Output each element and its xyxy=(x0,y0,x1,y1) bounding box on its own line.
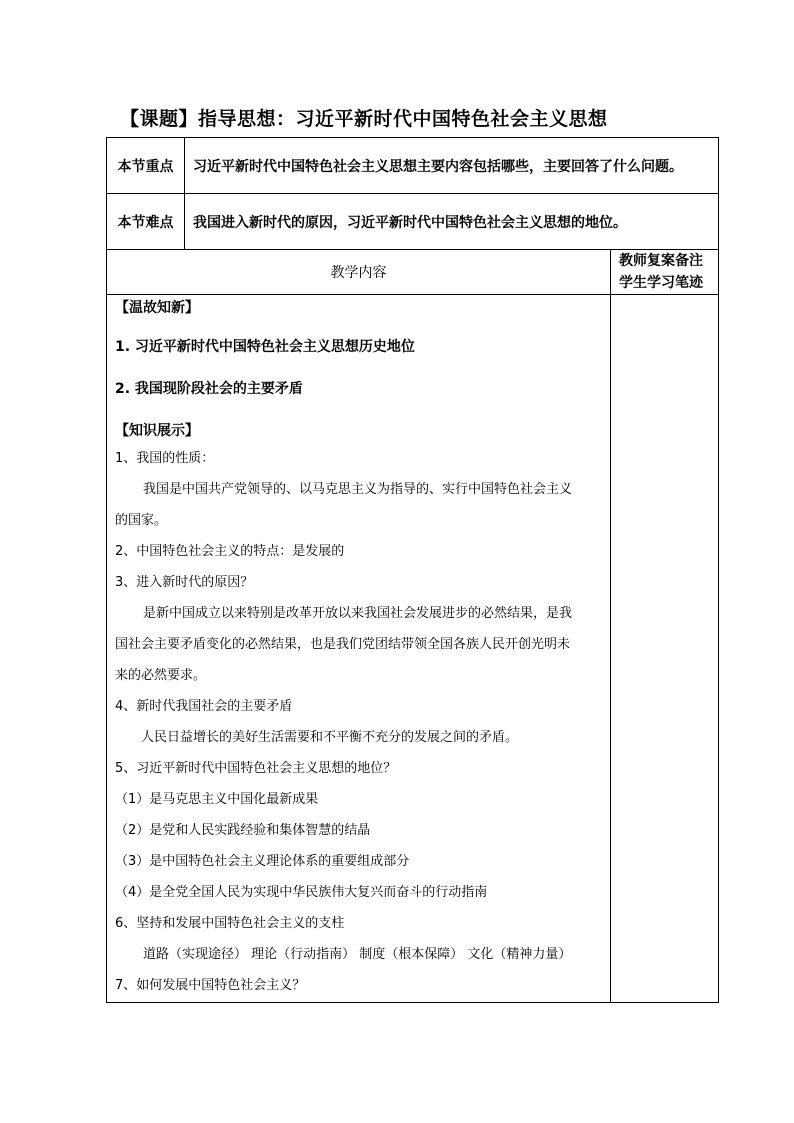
notes-header-line-2: 学生学习笔迹 xyxy=(619,275,703,291)
answer-1-line-2: 的国家。 xyxy=(115,513,168,528)
header-row xyxy=(107,250,719,295)
key-points-row xyxy=(107,138,719,194)
answer-3-line-2: 国社会主要矛盾变化的必然结果，也是我们党团结带领全国各族人民开创光明未 xyxy=(115,637,571,652)
notes-header-line-1: 教师复案备注 xyxy=(619,253,703,269)
answer-1-line-1: 我国是中国共产党领导的、以马克思主义为指导的、实行中国特色社会主义 xyxy=(143,482,573,497)
difficulty-value: 我国进入新时代的原因，习近平新时代中国特色社会主义思想的地位。 xyxy=(185,194,719,250)
answer-5-item-2: （2）是党和人民实践经验和集体智慧的结晶 xyxy=(115,823,371,838)
difficulty-row xyxy=(107,194,719,250)
difficulty-label: 本节难点 xyxy=(107,194,185,250)
question-7: 7、如何发展中国特色社会主义？ xyxy=(115,978,306,993)
key-points-label: 本节重点 xyxy=(107,138,185,194)
answer-5-item-4: （4）是全党全国人民为实现中华民族伟大复兴而奋斗的行动指南 xyxy=(115,885,488,900)
content-row xyxy=(107,295,719,1003)
answer-5-item-1: （1）是马克思主义中国化最新成果 xyxy=(115,792,319,807)
review-heading: 【温故知新】 xyxy=(115,300,199,316)
answer-6: 道路（实现途径） 理论（行动指南） 制度（根本保障） 文化（精神力量） xyxy=(143,947,572,962)
review-item-2: 2. 我国现阶段社会的主要矛盾 xyxy=(115,381,303,397)
answer-3-line-1: 是新中国成立以来特别是改革开放以来我国社会发展进步的必然结果，是我 xyxy=(143,606,573,621)
key-points-value: 习近平新时代中国特色社会主义思想主要内容包括哪些，主要回答了什么问题。 xyxy=(185,138,719,194)
question-2: 2、中国特色社会主义的特点：是发展的 xyxy=(115,544,345,559)
show-heading: 【知识展示】 xyxy=(115,423,199,439)
answer-5-item-3: （3）是中国特色社会主义理论体系的重要组成部分 xyxy=(115,854,410,869)
page-title: 【课题】指导思想：习近平新时代中国特色社会主义思想 xyxy=(120,108,608,130)
question-1: 1、我国的性质： xyxy=(115,451,215,466)
answer-4: 人民日益增长的美好生活需要和不平衡不充分的发展之间的矛盾。 xyxy=(141,730,519,745)
teaching-content-header: 教学内容 xyxy=(107,250,611,295)
teaching-content xyxy=(107,295,610,1001)
notes-cell xyxy=(611,295,719,1003)
answer-3-line-3: 来的必然要求。 xyxy=(115,668,207,683)
question-4: 4、新时代我国社会的主要矛盾 xyxy=(115,699,293,714)
notes-header xyxy=(611,250,719,295)
question-5: 5、习近平新时代中国特色社会主义思想的地位？ xyxy=(115,761,397,776)
question-3: 3、进入新时代的原因？ xyxy=(115,575,254,590)
teaching-content-cell xyxy=(107,295,611,1003)
review-item-1: 1. 习近平新时代中国特色社会主义思想历史地位 xyxy=(115,339,415,355)
lesson-table xyxy=(106,137,719,1003)
question-6: 6、坚持和发展中国特色社会主义的支柱 xyxy=(115,916,345,931)
